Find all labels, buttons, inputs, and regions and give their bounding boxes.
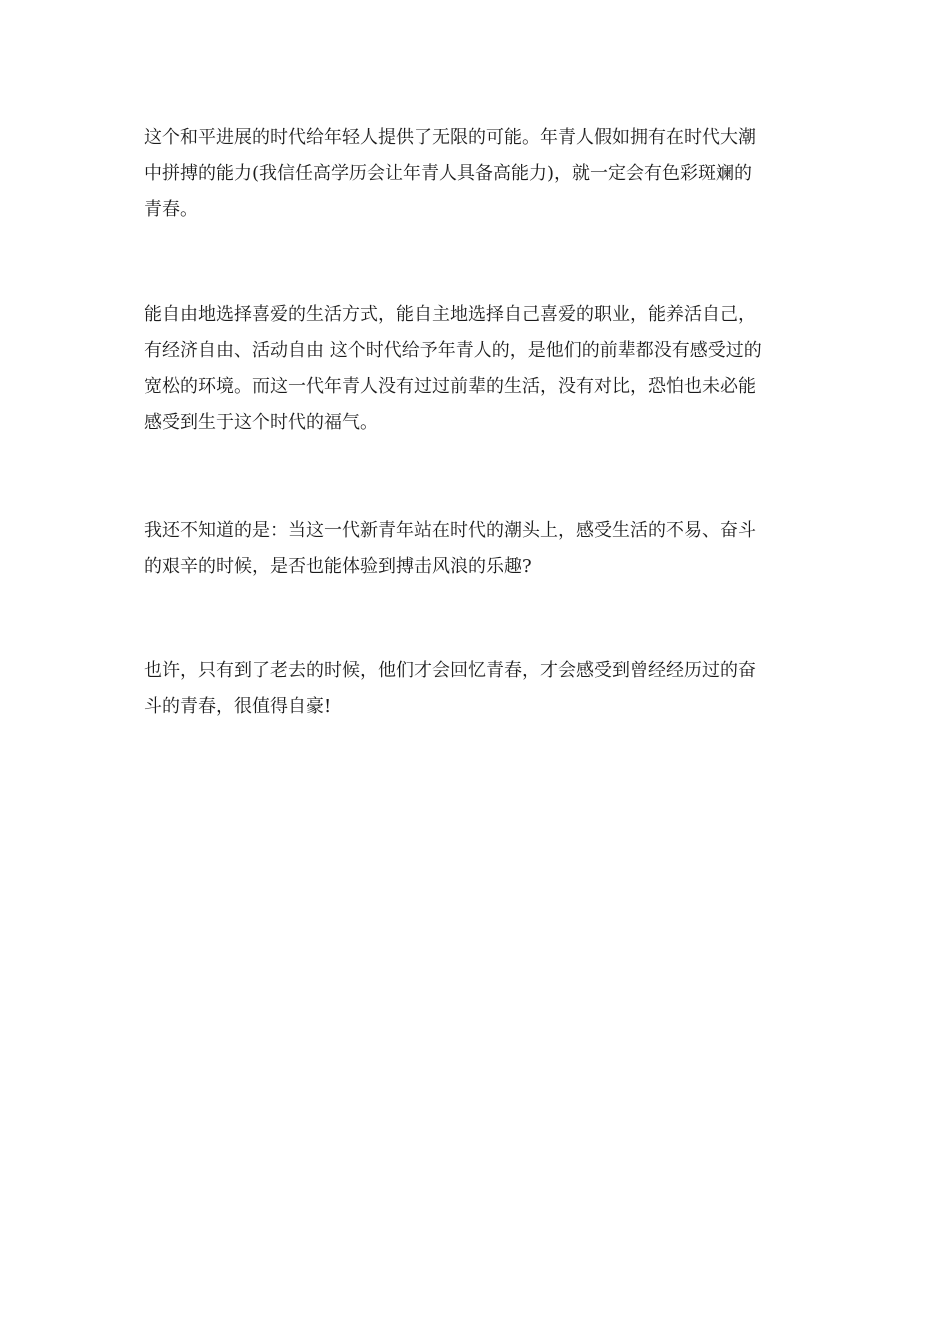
paragraph-line: 宽松的环境。而这一代年青人没有过过前辈的生活，没有对比，恐怕也未必能	[144, 376, 756, 397]
paragraph-2	[144, 297, 808, 441]
paragraph-line: 有经济自由、活动自由 这个时代给予年青人的，是他们的前辈都没有感受过的	[144, 340, 762, 361]
paragraph-3	[144, 513, 808, 585]
paragraph-line: 这个和平进展的时代给年轻人提供了无限的可能。年青人假如拥有在时代大潮	[144, 127, 756, 148]
paragraph-line: 能自由地选择喜爱的生活方式，能自主地选择自己喜爱的职业，能养活自己，	[144, 304, 756, 325]
paragraph-line: 我还不知道的是：当这一代新青年站在时代的潮头上，感受生活的不易、奋斗	[144, 520, 756, 541]
paragraph-4	[144, 653, 808, 725]
paragraph-line: 斗的青春，很值得自豪!	[144, 696, 332, 717]
paragraph-line: 中拼搏的能力(我信任高学历会让年青人具备高能力)，就一定会有色彩斑斓的	[144, 163, 753, 184]
paragraph-line: 感受到生于这个时代的福气。	[144, 412, 378, 433]
paragraph-1	[144, 120, 808, 228]
paragraph-line: 也许，只有到了老去的时候，他们才会回忆青春，才会感受到曾经经历过的奋	[144, 660, 756, 681]
paragraph-line: 青春。	[144, 199, 198, 220]
paragraph-line: 的艰辛的时候，是否也能体验到搏击风浪的乐趣?	[144, 556, 532, 577]
